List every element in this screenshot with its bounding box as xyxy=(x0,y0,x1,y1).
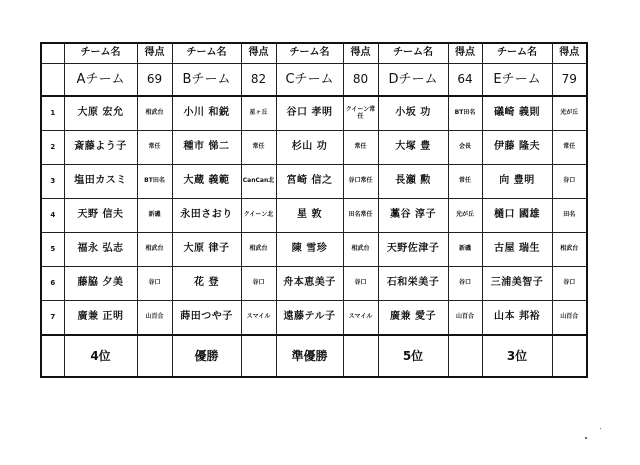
player-name: 大原 律子 xyxy=(172,233,241,267)
rank-spacer xyxy=(241,335,276,377)
player-club: クイーン常任 xyxy=(343,96,378,131)
rank-spacer xyxy=(448,335,482,377)
ranking-row xyxy=(41,335,587,377)
player-club: 山百合 xyxy=(137,301,172,336)
player-club: CanCan北 xyxy=(241,165,276,199)
player-club: 相武台 xyxy=(343,233,378,267)
member-row xyxy=(41,165,587,199)
player-club: 谷口 xyxy=(241,267,276,301)
row-number: 6 xyxy=(41,267,64,301)
team-name-header: チーム名 xyxy=(482,43,552,64)
player-name: 遠藤テル子 xyxy=(276,301,343,336)
player-name: 廣兼 愛子 xyxy=(378,301,448,336)
player-name: 藁谷 淳子 xyxy=(378,199,448,233)
player-club: 光が丘 xyxy=(552,96,587,131)
rank-spacer xyxy=(137,335,172,377)
team-score: 64 xyxy=(448,64,482,97)
player-club: 常任 xyxy=(343,131,378,165)
player-club: 常任 xyxy=(448,165,482,199)
team-score: 79 xyxy=(552,64,587,97)
player-club: 田名 xyxy=(552,199,587,233)
table-body xyxy=(41,43,587,377)
member-row xyxy=(41,199,587,233)
player-name: 藤脇 夕美 xyxy=(64,267,137,301)
team-score: 80 xyxy=(343,64,378,97)
player-club: 谷口 xyxy=(137,267,172,301)
player-club: 星ヶ丘 xyxy=(241,96,276,131)
score-header: 得点 xyxy=(343,43,378,64)
team-total-row xyxy=(41,64,587,97)
player-name: 斎藤よう子 xyxy=(64,131,137,165)
player-name: 山本 邦裕 xyxy=(482,301,552,336)
member-row xyxy=(41,96,587,131)
team-results-table xyxy=(40,42,588,378)
player-name: 舟本恵美子 xyxy=(276,267,343,301)
team-name: Bチーム xyxy=(172,64,241,97)
team-rank: 優勝 xyxy=(172,335,241,377)
player-name: 古屋 瑞生 xyxy=(482,233,552,267)
player-name: 石和栄美子 xyxy=(378,267,448,301)
team-name: Eチーム xyxy=(482,64,552,97)
team-name-header: チーム名 xyxy=(276,43,343,64)
row-number: 2 xyxy=(41,131,64,165)
player-name: 大原 宏允 xyxy=(64,96,137,131)
player-club: 相武台 xyxy=(137,96,172,131)
row-number: 4 xyxy=(41,199,64,233)
player-name: 星 敦 xyxy=(276,199,343,233)
player-name: 礒崎 義則 xyxy=(482,96,552,131)
team-name-header: チーム名 xyxy=(172,43,241,64)
team-name: Dチーム xyxy=(378,64,448,97)
player-club: 谷口 xyxy=(552,267,587,301)
player-name: 廣兼 正明 xyxy=(64,301,137,336)
player-club: 常任 xyxy=(241,131,276,165)
player-name: 向 豊明 xyxy=(482,165,552,199)
header-row xyxy=(41,43,587,64)
team-name-header: チーム名 xyxy=(378,43,448,64)
team-rank: 5位 xyxy=(378,335,448,377)
member-row xyxy=(41,233,587,267)
player-club: 谷口 xyxy=(552,165,587,199)
player-club: 相武台 xyxy=(137,233,172,267)
team-name-header: チーム名 xyxy=(64,43,137,64)
score-header: 得点 xyxy=(137,43,172,64)
player-name: 伊藤 隆夫 xyxy=(482,131,552,165)
player-name: 小坂 功 xyxy=(378,96,448,131)
player-club: 常任 xyxy=(137,131,172,165)
team-name: Cチーム xyxy=(276,64,343,97)
player-name: 福永 弘志 xyxy=(64,233,137,267)
player-name: 天野佐津子 xyxy=(378,233,448,267)
player-name: 宮崎 信之 xyxy=(276,165,343,199)
player-name: 大塚 豊 xyxy=(378,131,448,165)
scan-speck xyxy=(585,437,587,439)
player-club: 新磯 xyxy=(448,233,482,267)
player-name: 陳 雪珍 xyxy=(276,233,343,267)
player-club: クイーン北 xyxy=(241,199,276,233)
player-club: 相武台 xyxy=(552,233,587,267)
player-name: 樋口 國雄 xyxy=(482,199,552,233)
rank-spacer xyxy=(343,335,378,377)
score-header: 得点 xyxy=(241,43,276,64)
scan-speck xyxy=(600,428,601,429)
player-name: 長瀬 勲 xyxy=(378,165,448,199)
row-number: 7 xyxy=(41,301,64,336)
player-name: 花 登 xyxy=(172,267,241,301)
player-name: 天野 信夫 xyxy=(64,199,137,233)
team-score: 69 xyxy=(137,64,172,97)
team-rank: 準優勝 xyxy=(276,335,343,377)
team-rank: 3位 xyxy=(482,335,552,377)
player-club: 田名常任 xyxy=(343,199,378,233)
player-name: 種市 悌二 xyxy=(172,131,241,165)
team-rank: 4位 xyxy=(64,335,137,377)
blank-cell xyxy=(41,335,64,377)
row-number: 1 xyxy=(41,96,64,131)
player-club: スマイル xyxy=(241,301,276,336)
player-club: 谷口 xyxy=(343,267,378,301)
row-number: 3 xyxy=(41,165,64,199)
player-club: 相武台 xyxy=(241,233,276,267)
player-club: 会長 xyxy=(448,131,482,165)
score-header: 得点 xyxy=(552,43,587,64)
player-club: 光が丘 xyxy=(448,199,482,233)
player-name: 大蔵 義範 xyxy=(172,165,241,199)
player-club: 谷口 xyxy=(448,267,482,301)
player-club: BT田名 xyxy=(448,96,482,131)
player-name: 永田さおり xyxy=(172,199,241,233)
player-club: 常任 xyxy=(552,131,587,165)
member-row xyxy=(41,267,587,301)
player-name: 谷口 孝明 xyxy=(276,96,343,131)
score-header: 得点 xyxy=(448,43,482,64)
player-name: 三浦美智子 xyxy=(482,267,552,301)
player-club: 山百合 xyxy=(552,301,587,336)
row-number: 5 xyxy=(41,233,64,267)
member-row xyxy=(41,301,587,336)
team-score: 82 xyxy=(241,64,276,97)
player-name: 蒔田つや子 xyxy=(172,301,241,336)
member-row xyxy=(41,131,587,165)
player-name: 杉山 功 xyxy=(276,131,343,165)
team-name: Aチーム xyxy=(64,64,137,97)
player-club: 山百合 xyxy=(448,301,482,336)
player-club: 谷口常任 xyxy=(343,165,378,199)
player-name: 小川 和鋭 xyxy=(172,96,241,131)
player-club: 新磯 xyxy=(137,199,172,233)
player-name: 塩田カスミ xyxy=(64,165,137,199)
corner-cell xyxy=(41,43,64,64)
blank-cell xyxy=(41,64,64,97)
player-club: BT田名 xyxy=(137,165,172,199)
player-club: スマイル xyxy=(343,301,378,336)
rank-spacer xyxy=(552,335,587,377)
